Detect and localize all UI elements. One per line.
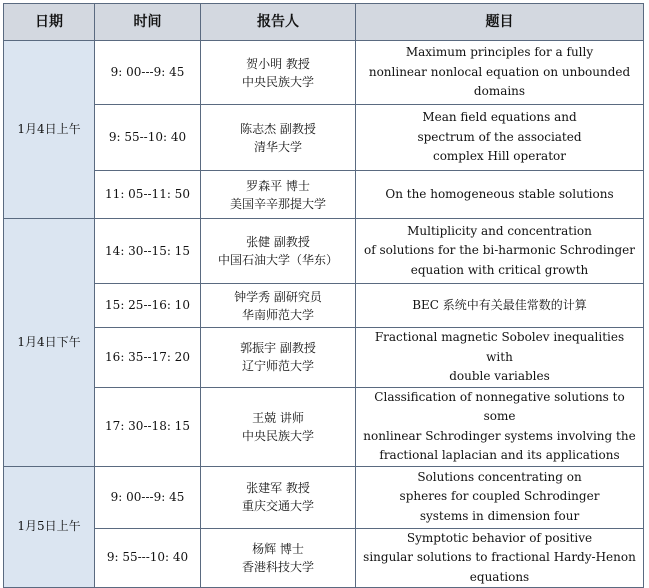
topic-line: On the homogeneous stable solutions (385, 186, 614, 201)
speaker-affiliation: 香港科技大学 (241, 559, 314, 574)
talk-time: 16: 35--17: 20 (95, 328, 201, 388)
topic-line: Symptotic behavior of positive (406, 530, 593, 545)
topic-line: domains (473, 84, 526, 99)
topic-line: double variables (449, 369, 550, 383)
topic-line: nonlinear Schrodinger systems involving the (363, 428, 636, 443)
header-date: 日期 (4, 4, 95, 41)
topic-line: equations (469, 569, 530, 584)
topic-cell (356, 219, 644, 284)
session-date: 1月4日上午 (4, 41, 95, 219)
topic-line: Multiplicity and concentration (407, 223, 592, 238)
talk-time: 11: 05--11: 50 (95, 171, 201, 219)
table-row (4, 328, 644, 388)
speaker-cell (201, 328, 356, 388)
speaker-cell (201, 466, 356, 528)
talk-time: 17: 30--18: 15 (95, 387, 201, 466)
topic-line: singular solutions to fractional Hardy-Henon (363, 550, 636, 564)
speaker-affiliation: 辽宁师范大学 (241, 359, 314, 374)
talk-time: 9: 55--10: 40 (95, 105, 201, 171)
speaker-name: 郭振宇 副教授 (240, 341, 316, 356)
talk-time: 9: 00---9: 45 (95, 466, 201, 528)
session-date: 1月4日下午 (4, 219, 95, 467)
topic-line: fractional laplacian and its applications (379, 448, 620, 462)
topic-line: Classification of nonnegative solutions to some (374, 389, 625, 423)
topic-cell (356, 528, 644, 588)
schedule-table (3, 3, 644, 588)
speaker-name: 张建军 教授 (246, 481, 310, 495)
topic-line: BEC 系统中有关最佳常数的计算 (412, 297, 587, 312)
speaker-cell (201, 105, 356, 171)
speaker-affiliation: 中国石油大学（华东） (217, 253, 338, 267)
topic-line: systems in dimension four (419, 508, 580, 523)
speaker-affiliation: 中央民族大学 (241, 74, 314, 89)
talk-time: 15: 25--16: 10 (95, 284, 201, 328)
topic-cell (356, 105, 644, 171)
topic-line: Maximum principles for a fully (405, 45, 594, 60)
speaker-name: 钟学秀 副研究员 (234, 289, 322, 304)
talk-time: 9: 55---10: 40 (95, 528, 201, 588)
topic-cell (356, 466, 644, 528)
speaker-affiliation: 美国辛辛那提大学 (229, 196, 326, 211)
table-row (4, 219, 644, 284)
topic-line: equation with critical growth (410, 262, 589, 277)
table-row (4, 466, 644, 528)
table-row (4, 171, 644, 219)
topic-line: Fractional magnetic Sobolev inequalities with (374, 330, 625, 364)
speaker-name: 罗森平 博士 (246, 178, 310, 193)
speaker-cell (201, 219, 356, 284)
topic-cell (356, 387, 644, 466)
table-row (4, 284, 644, 328)
talk-time: 9: 00---9: 45 (95, 41, 201, 105)
table-row (4, 387, 644, 466)
speaker-cell (201, 387, 356, 466)
speaker-name: 王兢 讲师 (252, 410, 304, 425)
header-time: 时间 (95, 4, 201, 41)
header-row (4, 4, 644, 41)
speaker-affiliation: 华南师范大学 (241, 307, 314, 322)
topic-line: spectrum of the associated (417, 129, 582, 144)
topic-line: Solutions concentrating on (417, 469, 582, 484)
topic-cell (356, 41, 644, 105)
header-topic: 题目 (356, 4, 644, 41)
topic-cell (356, 171, 644, 219)
topic-line: nonlinear nonlocal equation on unbounded (368, 64, 631, 79)
speaker-name: 张健 副教授 (246, 235, 310, 249)
speaker-affiliation: 中央民族大学 (241, 428, 314, 443)
topic-cell (356, 284, 644, 328)
speaker-affiliation: 重庆交通大学 (241, 499, 314, 513)
speaker-cell (201, 284, 356, 328)
speaker-name: 杨辉 博士 (252, 541, 304, 556)
table-row (4, 528, 644, 588)
speaker-cell (201, 528, 356, 588)
topic-line: Mean field equations and (422, 110, 577, 125)
speaker-cell (201, 171, 356, 219)
topic-line: of solutions for the bi-harmonic Schrodinger (364, 243, 635, 258)
header-speaker: 报告人 (201, 4, 356, 41)
speaker-name: 陈志杰 副教授 (240, 121, 316, 136)
talk-time: 14: 30--15: 15 (95, 219, 201, 284)
topic-line: spheres for coupled Schrodinger (399, 489, 600, 504)
speaker-cell (201, 41, 356, 105)
topic-line: complex Hill operator (432, 149, 566, 164)
topic-cell (356, 328, 644, 388)
speaker-affiliation: 清华大学 (253, 139, 302, 154)
speaker-name: 贺小明 教授 (246, 56, 310, 71)
session-date: 1月5日上午 (4, 466, 95, 588)
table-row (4, 105, 644, 171)
table-row (4, 41, 644, 105)
